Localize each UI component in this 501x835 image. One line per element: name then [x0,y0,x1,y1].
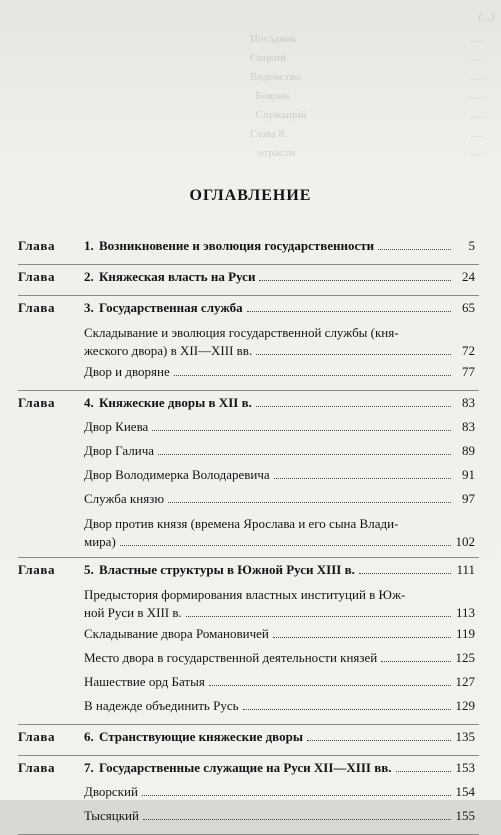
dot-leader [381,661,451,662]
dot-leader [359,573,451,574]
toc-section-entry[interactable] [84,463,479,487]
chapter-title: Государственная служба [99,300,243,315]
toc-subsections [18,415,479,551]
toc-section-entry[interactable] [84,320,479,360]
section-title: Тысяцкий [84,808,139,823]
chapter-title: Государственные служащие на Руси XII—XIII вв. [99,760,392,775]
section-title: Складывание двора Романовичей [84,626,269,641]
section-title-line1: Двор против князя (времена Ярослава и его сына Влади- [84,516,399,531]
dot-leader [158,454,451,455]
section-page-number: 154 [455,784,475,799]
dot-leader [256,354,451,355]
chapter-number: 1. [84,238,94,253]
section-title-line1: Складывание и эволюция государственной службы (кня- [84,325,399,340]
toc-heading: ОГЛАВЛЕНИЕ [189,187,312,204]
chapter-number: 3. [84,300,94,315]
toc-subsections [18,780,479,828]
toc-chapter [18,725,479,756]
chapter-title: Княжеская власть на Руси [99,269,256,284]
section-page-number: 77 [462,364,475,379]
toc-section-entry[interactable] [84,694,479,718]
chapter-number: 7. [84,760,94,775]
dot-leader [378,249,451,250]
chapter-page-number: 83 [462,395,475,410]
dot-leader [256,406,451,407]
bleed-through-text: (...) Посадник ..... Соцкий ..... Ведомство ..... Боярин ..... Служащий ..... Глава 8. ..... отрасли ..... [250,11,494,159]
chapter-page-number: 135 [455,729,475,744]
toc-chapter [18,234,479,265]
section-page-number: 125 [455,650,475,665]
section-title: Двор Володимерка Володаревича [84,467,270,482]
toc-section-entry[interactable] [84,780,479,804]
toc-section-entry[interactable] [84,646,479,670]
dot-leader [209,685,451,686]
toc-section-entry[interactable] [84,511,479,551]
dot-leader [273,637,451,638]
chapter-title: Княжеские дворы в XII в. [99,395,252,410]
toc-section-entry[interactable] [84,804,479,828]
toc-chapter-line[interactable] [18,725,479,749]
dot-leader [274,478,451,479]
toc-chapter [18,558,479,725]
toc-section-entry[interactable] [84,439,479,463]
chapter-number: 6. [84,729,94,744]
section-title-line2: ной Руси в XIII в. [84,605,182,620]
chapter-number: 2. [84,269,94,284]
dot-leader [186,616,451,617]
dot-leader [143,819,451,820]
toc-subsections [18,582,479,718]
section-page-number: 119 [455,626,475,641]
chapter-page-number: 24 [462,269,475,284]
section-title: Служба князю [84,491,165,506]
section-page-number: 155 [455,808,475,823]
toc-chapter-line[interactable] [18,756,479,780]
section-page-number: 72 [462,343,475,358]
dot-leader [243,709,451,710]
toc-section-entry[interactable] [84,487,479,511]
chapter-number: 5. [84,562,94,577]
section-page-number: 89 [462,443,475,458]
toc-chapter [18,296,479,391]
section-title: Нашествие орд Батыя [84,674,205,689]
toc-section-entry[interactable] [84,670,479,694]
toc-chapter [18,391,479,558]
chapter-page-number: 5 [468,238,475,253]
dot-leader [174,375,451,376]
section-page-number: 102 [455,534,475,549]
chapter-label: Глава [18,729,56,744]
chapter-page-number: 153 [455,760,475,775]
section-page-number: 127 [455,674,475,689]
section-title-line2: мира) [84,534,116,549]
toc-chapter-line[interactable] [18,558,479,582]
toc-chapter-line[interactable] [18,391,479,415]
dot-leader [307,740,451,741]
section-page-number: 129 [455,698,475,713]
section-title: Двор Киева [84,419,149,434]
section-title-line1: Предыстория формирования властных институций в Юж- [84,587,406,602]
section-page-number: 97 [462,491,475,506]
toc-section-entry[interactable] [84,622,479,646]
dot-leader [247,311,451,312]
toc-subsections [18,320,479,384]
toc-section-entry[interactable] [84,415,479,439]
chapter-title: Властные структуры в Южной Руси XIII в. [99,562,355,577]
toc-section-entry[interactable] [84,582,479,622]
section-title: Место двора в государственной деятельности князей [84,650,378,665]
chapter-label: Глава [18,395,56,410]
toc-section-entry[interactable] [84,360,479,384]
chapter-label: Глава [18,562,56,577]
chapter-label: Глава [18,238,56,253]
dot-leader [168,502,451,503]
toc-chapter-line[interactable] [18,296,479,320]
dot-leader [142,795,451,796]
section-page-number: 91 [462,467,475,482]
section-page-number: 83 [462,419,475,434]
chapter-label: Глава [18,300,56,315]
toc-chapter-line[interactable] [18,265,479,289]
chapter-title: Странствующие княжеские дворы [99,729,303,744]
section-page-number: 113 [455,605,475,620]
toc-chapter [18,265,479,296]
chapter-number: 4. [84,395,94,410]
dot-leader [120,545,451,546]
chapter-page-number: 65 [462,300,475,315]
section-title: Двор и дворяне [84,364,170,379]
section-title: В надежде объединить Русь [84,698,239,713]
chapter-label: Глава [18,760,56,775]
toc-chapter-line[interactable] [18,234,479,258]
dot-leader [152,430,451,431]
chapter-label: Глава [18,269,56,284]
chapter-page-number: 111 [456,562,475,577]
section-title-line2: жеского двора) в XII—XIII вв. [84,343,253,358]
table-of-contents [18,234,479,835]
chapter-title: Возникновение и эволюция государственности [99,238,375,253]
toc-chapter [18,756,479,835]
section-title: Двор Галича [84,443,154,458]
dot-leader [396,771,451,772]
dot-leader [259,280,451,281]
section-title: Дворский [84,784,138,799]
